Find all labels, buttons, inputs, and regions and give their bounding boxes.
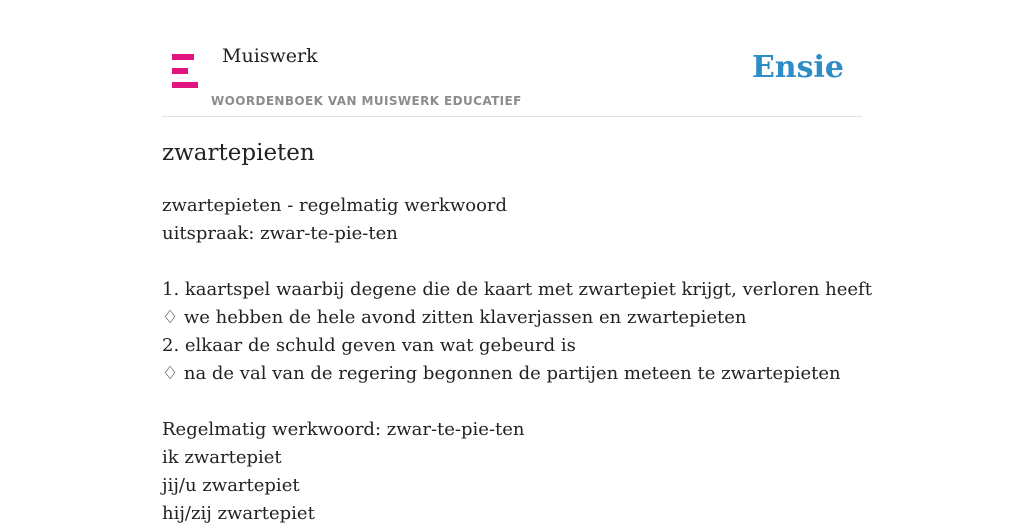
entry-line: Regelmatig werkwoord: zwar-te-pie-ten bbox=[162, 419, 525, 440]
blank-line bbox=[162, 388, 862, 416]
site-name[interactable]: Muiswerk bbox=[222, 45, 318, 67]
entry-line: uitspraak: zwar-te-pie-ten bbox=[162, 223, 398, 244]
entry-line: ♢ we hebben de hele avond zitten klaverjassen en zwartepieten bbox=[162, 307, 747, 328]
entry-line: 2. elkaar de schuld geven van wat gebeurd is bbox=[162, 335, 576, 356]
entry-line: jij/u zwartepiet bbox=[162, 475, 300, 496]
entry-line: ik zwartepiet bbox=[162, 447, 282, 468]
entry-line: hij/zij zwartepiet bbox=[162, 503, 315, 524]
entry-line: 1. kaartspel waarbij degene die de kaart met zwartepiet krijgt, verloren heeft bbox=[162, 279, 872, 300]
ensie-logo[interactable]: Ensie bbox=[751, 50, 844, 85]
entry-line: zwartepieten - regelmatig werkwoord bbox=[162, 195, 508, 216]
muiswerk-logo-icon[interactable] bbox=[172, 54, 200, 88]
entry-line: ♢ na de val van de regering begonnen de partijen meteen te zwartepieten bbox=[162, 363, 841, 384]
dictionary-subtitle: WOORDENBOEK VAN MUISWERK EDUCATIEF bbox=[211, 94, 522, 108]
blank-line bbox=[162, 248, 862, 276]
entry-headword: zwartepieten bbox=[162, 140, 315, 166]
entry-definition bbox=[162, 192, 872, 528]
site-header bbox=[162, 0, 862, 117]
